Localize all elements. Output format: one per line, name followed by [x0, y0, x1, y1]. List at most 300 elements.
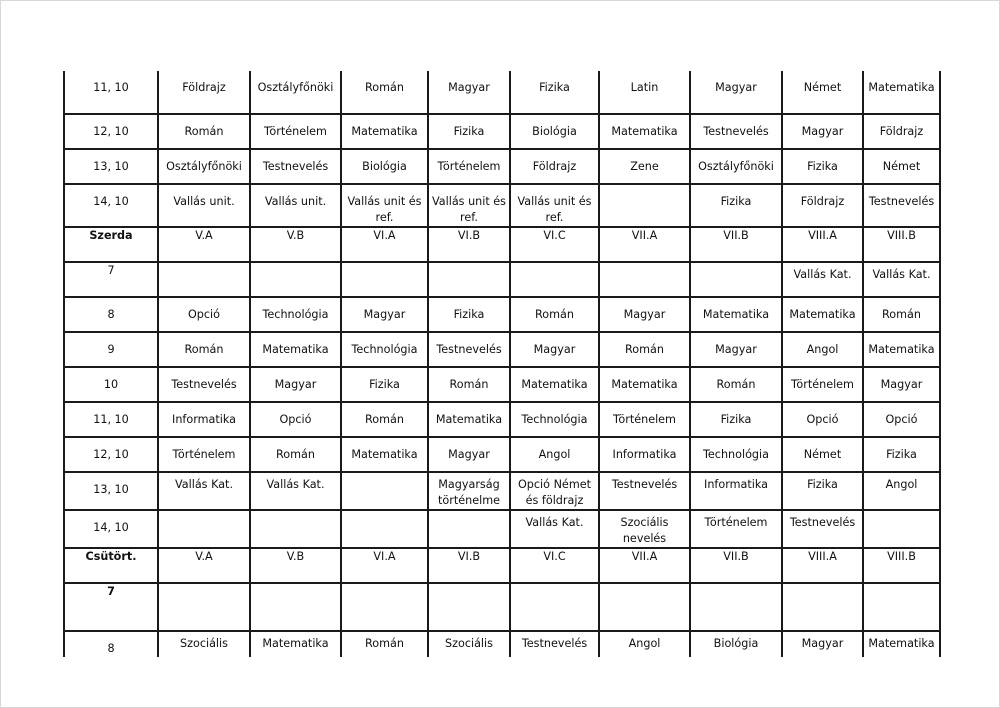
subject-text: Fizika — [453, 125, 485, 138]
subject-text: Történelem — [172, 448, 236, 461]
subject-cell — [510, 114, 599, 149]
subject-text — [866, 584, 937, 588]
subject-cell — [510, 262, 599, 297]
subject-cell — [510, 297, 599, 332]
subject-cell — [341, 297, 428, 332]
subject-cell — [250, 367, 341, 402]
period-label — [64, 149, 158, 184]
subject-cell — [428, 262, 510, 297]
day-label: Csütört. — [64, 548, 158, 583]
subject-cell — [599, 472, 690, 510]
subject-text: Román — [184, 343, 224, 356]
subject-cell — [428, 402, 510, 437]
class-name-header: VII.A — [599, 227, 690, 262]
subject-text: Magyar — [448, 448, 490, 461]
subject-cell — [863, 297, 940, 332]
subject-cell — [782, 332, 863, 367]
subject-text: Matematika — [702, 308, 770, 321]
subject-text: Magyar — [715, 81, 757, 94]
day-header-row — [64, 227, 940, 262]
subject-text: Román — [449, 378, 489, 391]
subject-text: Román — [716, 378, 756, 391]
subject-text — [161, 263, 247, 267]
subject-cell — [690, 437, 782, 472]
subject-cell — [690, 332, 782, 367]
subject-text: Magyar — [715, 343, 757, 356]
subject-cell — [782, 262, 863, 297]
subject-text: Vallás unit és ref. — [517, 195, 592, 224]
subject-text: Biológia — [713, 637, 759, 650]
subject-text: Román — [184, 125, 224, 138]
subject-text: Földrajz — [532, 160, 577, 173]
subject-cell — [690, 510, 782, 548]
subject-text — [602, 263, 687, 267]
table-row — [64, 297, 940, 332]
subject-text: Osztályfőnöki — [698, 160, 774, 173]
subject-text: Román — [625, 343, 664, 356]
day-label: Szerda — [64, 227, 158, 262]
period-label — [64, 114, 158, 149]
subject-cell — [782, 437, 863, 472]
period-label — [64, 472, 158, 510]
subject-text — [253, 584, 338, 588]
subject-text: Fizika — [369, 378, 400, 391]
subject-cell — [690, 184, 782, 227]
subject-text: Angol — [628, 637, 661, 650]
period-label — [64, 332, 158, 367]
subject-cell — [158, 367, 250, 402]
subject-cell — [250, 297, 341, 332]
period-label-text: 13, 10 — [93, 160, 129, 173]
subject-cell — [599, 631, 690, 657]
subject-cell — [158, 437, 250, 472]
subject-cell — [428, 184, 510, 227]
subject-cell — [863, 149, 940, 184]
subject-text: Történelem — [264, 125, 327, 138]
subject-cell — [428, 367, 510, 402]
subject-text: Magyar — [623, 308, 666, 321]
table-row — [64, 472, 940, 510]
subject-text: Latin — [630, 81, 659, 94]
subject-cell — [599, 583, 690, 631]
subject-text: Német — [882, 160, 921, 173]
subject-cell — [510, 631, 599, 657]
subject-cell — [690, 71, 782, 114]
class-name-header: VI.A — [341, 548, 428, 583]
subject-text: Testnevelés — [789, 516, 856, 529]
subject-text: Matematika — [611, 125, 678, 138]
period-label-text: 14, 10 — [93, 521, 129, 534]
subject-text: Fizika — [539, 81, 570, 94]
subject-cell — [599, 367, 690, 402]
subject-text: Technológia — [702, 448, 769, 461]
subject-text: Magyar — [880, 378, 923, 391]
subject-cell — [510, 472, 599, 510]
subject-text: Informatika — [612, 448, 677, 461]
subject-cell — [690, 472, 782, 510]
subject-text: Fizika — [807, 478, 838, 491]
subject-cell — [250, 149, 341, 184]
subject-cell — [428, 71, 510, 114]
period-label-text: 11, 10 — [93, 413, 129, 426]
subject-cell — [158, 149, 250, 184]
subject-text: Technológia — [521, 413, 588, 426]
class-name-header: V.A — [158, 227, 250, 262]
subject-cell — [428, 510, 510, 548]
subject-cell — [782, 367, 863, 402]
subject-cell — [250, 472, 341, 510]
subject-cell — [341, 472, 428, 510]
subject-text: Szociális — [180, 637, 228, 650]
subject-cell — [863, 262, 940, 297]
subject-text: Opció — [187, 308, 220, 321]
subject-text: Fizika — [453, 308, 485, 321]
subject-cell — [341, 510, 428, 548]
subject-text: Matematika — [435, 413, 503, 426]
subject-cell — [158, 71, 250, 114]
subject-text — [431, 263, 507, 267]
subject-text: Román — [365, 637, 404, 650]
subject-text: Vallás Kat. — [525, 516, 584, 529]
subject-cell — [690, 583, 782, 631]
day-header-row — [64, 548, 940, 583]
subject-text: Opció — [806, 413, 839, 426]
period-label — [64, 631, 158, 657]
subject-cell — [158, 402, 250, 437]
class-name-header: VI.B — [428, 548, 510, 583]
timetable — [63, 71, 941, 657]
subject-text: Testnevelés — [703, 125, 769, 138]
subject-text: Technológia — [351, 343, 418, 356]
period-label — [64, 510, 158, 548]
class-name-header: VI.C — [510, 548, 599, 583]
subject-text — [253, 511, 338, 515]
subject-text: Opció — [279, 413, 312, 426]
class-name-header: VI.C — [510, 227, 599, 262]
subject-cell — [599, 297, 690, 332]
subject-cell — [599, 184, 690, 227]
subject-text: Testnevelés — [868, 195, 935, 208]
subject-cell — [341, 114, 428, 149]
subject-cell — [428, 149, 510, 184]
subject-cell — [428, 297, 510, 332]
subject-cell — [599, 262, 690, 297]
subject-cell — [510, 71, 599, 114]
subject-cell — [341, 184, 428, 227]
subject-cell — [341, 631, 428, 657]
subject-cell — [782, 583, 863, 631]
subject-cell — [158, 297, 250, 332]
subject-cell — [782, 114, 863, 149]
subject-text — [344, 263, 425, 267]
subject-cell — [863, 402, 940, 437]
subject-text: Vallás Kat. — [174, 478, 234, 491]
subject-text: Német — [803, 81, 842, 94]
subject-cell — [863, 437, 940, 472]
subject-text — [161, 584, 247, 588]
subject-text — [513, 584, 596, 588]
class-name-header: V.B — [250, 548, 341, 583]
subject-text: Román — [535, 308, 574, 321]
subject-text: Vallás unit. — [173, 195, 235, 208]
subject-text: Földrajz — [182, 81, 226, 94]
period-label-text: 14, 10 — [93, 195, 129, 208]
subject-cell — [341, 437, 428, 472]
subject-text: Angol — [806, 343, 839, 356]
subject-text — [253, 263, 338, 267]
subject-text: Technológia — [262, 308, 329, 321]
subject-text: Vallás Kat. — [266, 478, 325, 491]
period-label-text: 8 — [107, 642, 115, 655]
subject-text: Vallás Kat. — [793, 268, 852, 281]
subject-cell — [782, 149, 863, 184]
subject-text — [344, 584, 425, 588]
subject-cell — [158, 583, 250, 631]
subject-text: Matematika — [868, 637, 935, 650]
subject-cell — [341, 402, 428, 437]
subject-text: Vallás Kat. — [872, 268, 931, 281]
subject-cell — [510, 583, 599, 631]
subject-text: Történelem — [437, 160, 501, 173]
class-name-header: V.B — [250, 227, 341, 262]
subject-text: Magyar — [801, 637, 844, 650]
period-label — [64, 437, 158, 472]
subject-text — [693, 584, 779, 588]
subject-cell — [863, 631, 940, 657]
subject-text: Fizika — [720, 195, 752, 208]
subject-cell — [782, 184, 863, 227]
subject-text: Matematika — [868, 343, 935, 356]
subject-text: Matematika — [262, 637, 329, 650]
period-label — [64, 297, 158, 332]
period-label-text: 9 — [107, 343, 115, 356]
subject-text: Matematika — [351, 125, 418, 138]
subject-cell — [690, 114, 782, 149]
subject-text — [344, 473, 425, 477]
subject-text: Magyar — [274, 378, 317, 391]
subject-cell — [599, 402, 690, 437]
subject-cell — [782, 402, 863, 437]
subject-cell — [510, 510, 599, 548]
subject-cell — [510, 332, 599, 367]
class-name-header: VIII.A — [782, 548, 863, 583]
subject-cell — [782, 510, 863, 548]
subject-cell — [863, 472, 940, 510]
subject-text: Vallás unit. — [264, 195, 327, 208]
period-label-text: 8 — [107, 308, 115, 321]
table-row — [64, 583, 940, 631]
subject-cell — [428, 631, 510, 657]
subject-text — [161, 511, 247, 515]
subject-text — [513, 263, 596, 267]
subject-text — [431, 584, 507, 588]
subject-text: Történelem — [613, 413, 676, 426]
subject-cell — [599, 149, 690, 184]
period-label-text: 11, 10 — [93, 81, 129, 94]
table-row — [64, 510, 940, 548]
subject-cell — [863, 114, 940, 149]
subject-text: Testnevelés — [611, 478, 678, 491]
subject-cell — [690, 631, 782, 657]
subject-cell — [250, 402, 341, 437]
class-name-header: VII.B — [690, 548, 782, 583]
subject-text: Földrajz — [800, 195, 845, 208]
subject-text: Fizika — [886, 448, 917, 461]
subject-cell — [690, 402, 782, 437]
table-row — [64, 631, 940, 657]
subject-cell — [250, 583, 341, 631]
subject-text: Osztályfőnöki — [166, 160, 242, 173]
subject-text: Opció — [885, 413, 918, 426]
class-name-header: VIII.B — [863, 548, 940, 583]
subject-cell — [341, 71, 428, 114]
subject-cell — [158, 510, 250, 548]
subject-text: Matematika — [521, 378, 588, 391]
subject-cell — [158, 472, 250, 510]
subject-text: Matematika — [789, 308, 856, 321]
subject-cell — [341, 332, 428, 367]
subject-cell — [250, 114, 341, 149]
subject-cell — [782, 71, 863, 114]
class-name-header: VI.A — [341, 227, 428, 262]
subject-cell — [599, 332, 690, 367]
table-row — [64, 437, 940, 472]
table-row — [64, 114, 940, 149]
subject-text: Informatika — [172, 413, 236, 426]
subject-text: Román — [365, 81, 404, 94]
subject-text: Fizika — [720, 413, 752, 426]
subject-text: Testnevelés — [521, 637, 588, 650]
subject-cell — [863, 332, 940, 367]
subject-text: Biológia — [532, 125, 577, 138]
subject-cell — [782, 472, 863, 510]
subject-cell — [863, 71, 940, 114]
subject-cell — [250, 262, 341, 297]
subject-text: Zene — [630, 160, 659, 173]
subject-cell — [863, 367, 940, 402]
subject-text: Matematika — [611, 378, 678, 391]
subject-cell — [250, 184, 341, 227]
subject-cell — [863, 510, 940, 548]
subject-cell — [428, 472, 510, 510]
subject-cell — [510, 367, 599, 402]
subject-text — [785, 584, 860, 588]
subject-cell — [782, 631, 863, 657]
subject-cell — [341, 149, 428, 184]
table-row — [64, 149, 940, 184]
subject-text: Testnevelés — [436, 343, 502, 356]
subject-text: Informatika — [704, 478, 768, 491]
period-label-text: 13, 10 — [93, 483, 129, 496]
subject-text: Magyar — [363, 308, 406, 321]
table-row — [64, 184, 940, 227]
subject-cell — [158, 631, 250, 657]
period-label-text: 10 — [103, 378, 119, 391]
class-name-header: VII.B — [690, 227, 782, 262]
table-row — [64, 402, 940, 437]
subject-cell — [782, 297, 863, 332]
subject-cell — [599, 437, 690, 472]
subject-text: Osztályfőnöki — [257, 81, 334, 94]
subject-cell — [428, 583, 510, 631]
subject-text: Testnevelés — [171, 378, 237, 391]
subject-text: Román — [365, 413, 404, 426]
subject-text — [602, 584, 687, 588]
subject-cell — [428, 114, 510, 149]
subject-cell — [250, 510, 341, 548]
period-label — [64, 402, 158, 437]
subject-cell — [599, 510, 690, 548]
subject-cell — [341, 583, 428, 631]
period-label-text: 12, 10 — [93, 448, 129, 461]
subject-cell — [863, 184, 940, 227]
subject-text — [602, 185, 687, 194]
subject-text: Magyarság történelme — [438, 478, 500, 507]
subject-cell — [690, 149, 782, 184]
subject-cell — [250, 71, 341, 114]
table-row — [64, 367, 940, 402]
period-label — [64, 184, 158, 227]
subject-text: Román — [882, 308, 921, 321]
subject-text: Matematika — [351, 448, 418, 461]
subject-text — [693, 263, 779, 267]
subject-cell — [510, 402, 599, 437]
subject-cell — [158, 332, 250, 367]
table-row — [64, 332, 940, 367]
subject-text: Biológia — [362, 160, 407, 173]
subject-text: Magyar — [533, 343, 576, 356]
period-label: 7 — [64, 262, 158, 297]
subject-cell — [250, 631, 341, 657]
subject-cell — [428, 437, 510, 472]
subject-cell — [690, 297, 782, 332]
subject-cell — [158, 184, 250, 227]
class-name-header: VIII.B — [863, 227, 940, 262]
subject-text: Szociális nevelés — [620, 516, 669, 545]
subject-cell — [863, 583, 940, 631]
subject-cell — [690, 262, 782, 297]
subject-cell — [510, 437, 599, 472]
class-name-header: V.A — [158, 548, 250, 583]
subject-text: Fizika — [807, 160, 838, 173]
subject-cell — [341, 367, 428, 402]
subject-text: Történelem — [791, 378, 854, 391]
class-name-header: VI.B — [428, 227, 510, 262]
subject-cell — [158, 262, 250, 297]
subject-text: Angol — [885, 478, 918, 491]
subject-cell — [250, 332, 341, 367]
subject-text: Matematika — [868, 81, 935, 94]
subject-cell — [690, 367, 782, 402]
period-label — [64, 71, 158, 114]
subject-text — [866, 511, 937, 515]
subject-cell — [599, 71, 690, 114]
table-row — [64, 71, 940, 114]
subject-text: Szociális — [445, 637, 493, 650]
subject-text: Matematika — [262, 343, 329, 356]
subject-text — [344, 511, 425, 515]
period-label-text: 12, 10 — [93, 125, 129, 138]
subject-text: Magyar — [801, 125, 844, 138]
subject-text: Vallás unit és ref. — [431, 195, 507, 224]
subject-cell — [341, 262, 428, 297]
subject-text: Angol — [538, 448, 571, 461]
subject-cell — [510, 149, 599, 184]
subject-text: Történelem — [704, 516, 768, 529]
subject-text — [431, 511, 507, 515]
subject-cell — [250, 437, 341, 472]
subject-text: Opció Német és földrajz — [518, 478, 591, 507]
